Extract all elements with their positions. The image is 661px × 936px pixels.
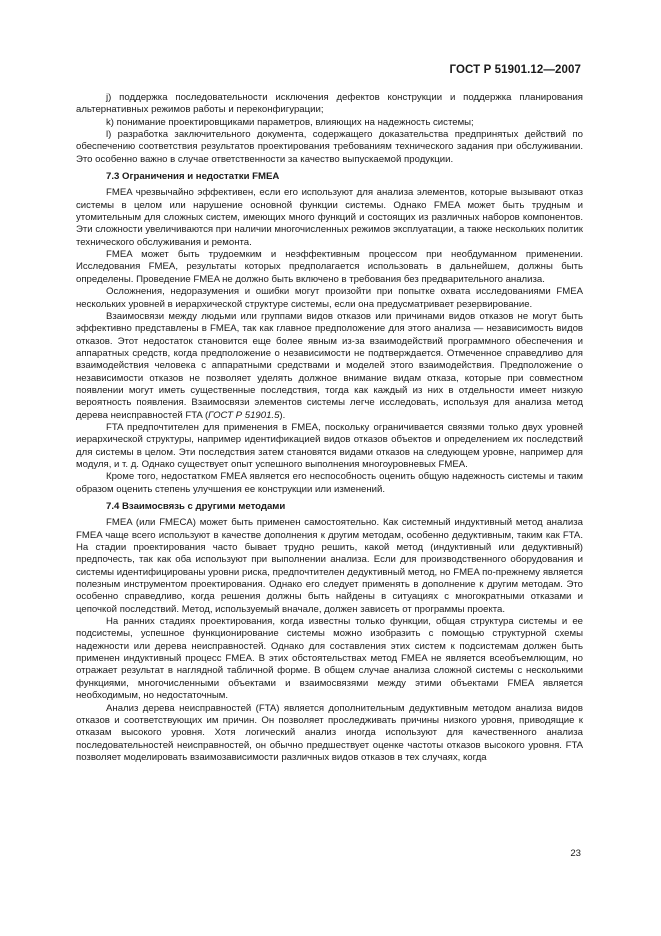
standard-reference: ГОСТ Р 51901.5 [208,409,280,421]
section-7-3-paragraph: FMEA чрезвычайно эффективен, если его используют для анализа элементов, которые вызывают отказ системы в целом или нарушение основной функции системы. Однако FMEA может быть трудным и утомительным для сложных систем, имеющих много функций и состоящих из различных наборов компонентов. Эти сложности увеличиваются при наличии многочисленных режимов эксплуатации, а также нескольких политик технического обслуживания и ремонта. [76,187,583,248]
section-7-3-paragraph-with-reference [76,311,583,422]
list-item-l: l) разработка заключительного документа, содержащего доказательства предпринятых действий по обеспечению соответствия результатов проектирования требованиям технического задания при обслуживании. Это особенно важно в случае ответственности за качество выпускаемой продукции. [76,129,583,165]
standard-code-header: ГОСТ Р 51901.12—2007 [449,64,581,76]
section-7-3-paragraph: Осложнения, недоразумения и ошибки могут произойти при попытке охвата исследованиями FMEA нескольких уровней в иерархической структуре системы, если она предусматривает резервирование. [76,286,583,310]
section-7-4-paragraph: На ранних стадиях проектирования, когда известны только функции, общая структура системы и ее подсистемы, успешное функционирование системы можно изобразить с помощью структурной схемы надежности или дерева неисправностей. Однако для составления этих систем к подсистемам должен быть применен индуктивный процесс FMEA. В этих обстоятельствах метод FMEA не является всеобъемлющим, но отражает результат в наглядной табличной форме. В общем случае анализа сложной системы с несколькими функциями, многочисленными объектами и взаимосвязями между этими объектами FMEA является необходимым, но недостаточным. [76,616,583,702]
paragraph-text: Взаимосвязи между людьми или группами видов отказов или причинами видов отказов не могут быть эффективно представлены в FMEA, так как главное предположение для этого анализа — независимость видов отказов. Этот недостаток становится еще более явным из-за взаимодействий программного обеспечения и аппаратных средств, когда предположение о независимости не подтверждается. Отмеченное справедливо для взаимодействия человека с аппаратными средствами и моделей этого взаимодействия. Предположение о независимости отказов не позволяет уделять должное внимание видам отказа, которые при совместном появлении могут иметь существенные последствия, тогда как каждый из них в отдельности имеет низкую вероятность появления. Взаимосвязи элементов системы легче исследовать, используя для анализа метод дерева неисправностей FTA ( [76,310,583,421]
section-7-4-paragraph: FMEA (или FMECA) может быть применен самостоятельно. Как системный индуктивный метод анализа FMEA чаще всего используют в качестве дополнения к другим методам, особенно дедуктивным, таким как FTA. На стадии проектирования часто бывает трудно решить, какой метод (индуктивный или дедуктивный) предпочесть, так как оба используют при выполнении анализа. Если для производственного оборудования и системы идентифицированы уровни риска, предпочтителен дедуктивный метод, но FMEA по-прежнему является полезным инструментом проектирования. Однако его следует применять в дополнение к другим методам. Это особенно справедливо, когда решения должны быть найдены в ситуациях с многократными отказами и цепочкой последствий. Метод, используемый вначале, должен зависеть от программы проекта. [76,517,583,615]
section-7-3-paragraph: FTA предпочтителен для применения в FMEA, поскольку ограничивается связями только двух уровней иерархической структуры, например идентификацией видов отказов объектов и определением их последствий для системы в целом. Эти последствия затем становятся видами отказов на следующем уровне, например для модуля, и т. д. Однако существует опыт успешного выполнения многоуровневых FMEA. [76,421,583,470]
page-number: 23 [570,848,581,859]
section-7-3-paragraph: FMEA может быть трудоемким и неэффективным процессом при необдуманном применении. Исследования FMEA, результаты которых предполагается использовать в дальнейшем, должны быть определены. Проведение FMEA не должно быть включено в требования без предварительного анализа. [76,249,583,285]
section-7-4-paragraph: Анализ дерева неисправностей (FTA) является дополнительным дедуктивным методом анализа видов отказов и соответствующих им причин. Он позволяет проследживать причины низкого уровня, приводящие к отказам высокого уровня. Хотя логический анализ иногда используют для качественного анализа последовательностей неисправностей, он обычно предшествует оценке частоты отказов высокого уровня. FTA позволяет моделировать взаимозависимости различных видов отказов в тех случаях, когда [76,702,583,763]
reference-tail: ). [279,409,286,421]
section-7-3-heading: 7.3 Ограничения и недостатки FMEA [106,171,280,183]
list-item-k: k) понимание проектировщиками параметров, влияющих на надежность системы; [106,116,474,128]
section-7-3-paragraph: Кроме того, недостатком FMEA является его неспособность оценить общую надежность системы и таким образом оценить степень улучшения ее конструкции или изменений. [76,471,583,495]
list-item-j: j) поддержка последовательности исключения дефектов конструкции и поддержка планирования альтернативных режимов работы и переконфигурации; [76,92,583,116]
document-body [76,92,583,764]
section-7-4-heading: 7.4 Взаимосвязь с другими методами [106,501,286,512]
